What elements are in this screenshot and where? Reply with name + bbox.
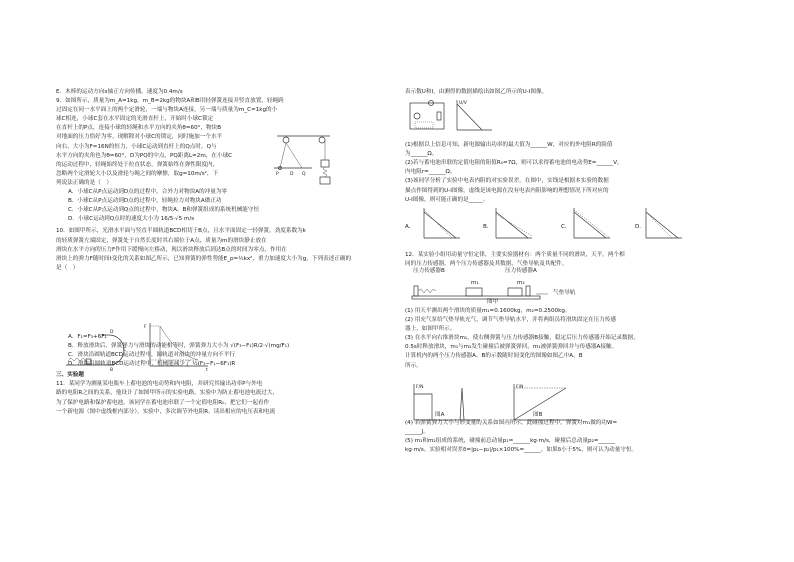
question-12: 12．某实验小组用动量守恒定律，主要实验器材有：两个质量不同的滑块，天平，两个相 同的压力传感器，两个压力传感器及其数据，气垫导轨及其配件。 bbox=[405, 251, 625, 267]
q10-force-graph bbox=[142, 320, 212, 372]
q12-rail-figure bbox=[410, 282, 550, 302]
graph-option-b: B． bbox=[483, 223, 493, 230]
q9-option-b: B．小球C从P点运动到D点的过程中，轻绳拉力对物块A做正功 bbox=[68, 198, 222, 205]
svg-text:F/N: F/N bbox=[416, 385, 424, 390]
svg-text:D: D bbox=[290, 172, 294, 177]
fig-a-label: 图A bbox=[435, 411, 445, 418]
svg-text:P: P bbox=[276, 172, 279, 177]
m1-label: m₁ bbox=[471, 279, 479, 286]
svg-text:C: C bbox=[123, 348, 127, 353]
q8-option-e: E．木棒的运动方向x轴正方向传播，速度为0.4m/s bbox=[56, 89, 183, 95]
svg-text:U/V: U/V bbox=[459, 101, 467, 106]
q11-ui-graph bbox=[452, 98, 494, 134]
question-9: 9．如图所示，质量为m_A=1kg，m_B=2kg的物块A和B用轻弹簧连接并竖直放置，轻绳跨 过固定在同一水平面上的两个定滑轮，一端与物块A连接，另一端与质量为m_C=1kg的小 球C相连，小球C套在水平固定的光滑直杆上，开始时小球C锁定 在直杆上的P点，连接小球的轻绳和水平方向的夹角θ=60°，物块B 对地面的压力恰好为零。现解除对小球C的锁定，同时施加一个水平 向右、大小为F=16N的恒力，小球C运动到直杆上的Q点时，Q与 水平方向的夹角也为θ=60°，D为PQ的中点，PQ距离L=2m，在小球C 的运动过程中，轻绳始终处于拉直状态，弹簧始终在弹性限度内， 忽略两个定滑轮大小以及滑轮与绳之间的摩擦，取g=10m/s²，下 列说法正确的是（ ） bbox=[56, 98, 284, 186]
svg-text:t: t bbox=[206, 368, 208, 372]
q10-option-d: D．滑块沿圆轨道BCD运动过程中，机械能减少了 ½(F₃−F₁−6F₁)R bbox=[68, 361, 236, 368]
svg-text:F: F bbox=[144, 325, 147, 330]
svg-text:Q: Q bbox=[302, 172, 306, 177]
svg-text:D: D bbox=[110, 330, 114, 335]
question-10: 10．如图甲所示，光滑水平面与竖直半圆轨道BCD相切于B点，且水平面固定一轻弹簧，劲度系数为k 的轻质弹簧左端固定，弹簧处于自然长度时其右端位于A点，质量为m的滑块静止放在 滑块在水平方向的压力F作用下缓慢向左移动，现以滑块释放后到达B点的时间为零点，作用在 滑块上的弹力F随时间t变化的关系如图乙所示，已知弹簧的弹性势能E_p=½kx²，重力加速度大小为g，下列表述正确的 是（ ） bbox=[56, 228, 352, 271]
graph-option-d: D． bbox=[635, 223, 645, 230]
q10-option-c: C．滑块沿圆轨道BCD运动过程中，圆轨道对滑块的冲量方向不平行 bbox=[68, 352, 235, 359]
q12-force-time-graphs bbox=[410, 382, 590, 426]
question-11: 11．某同学为测量某电瓶车上蓄电池的电动势和内电阻，并研究其输出功率P与外电 路的电阻R之间的关系，他设计了如图甲所示的实验电路，实验中为防止蓄电池电流过大， 为了保护电路和保护蓄电池，该同学在蓄电池串联了一个定值电阻R₀，把它们一起看作 一个新电源（图中虚线框内部分）。实验中，多次调节外电阻R，读出相应的电压表和电流 bbox=[56, 381, 279, 415]
q10-figure-space bbox=[56, 273, 393, 333]
q10-option-b: B．释放滑块后，弹簧弹力与滑块的动能相等时，弹簧弹力大小为 √(F₃−F₁)R/2·√(mg/F₁) bbox=[68, 342, 290, 349]
graph-option-a: A． bbox=[405, 223, 415, 230]
section-title: 三、实验题 bbox=[56, 372, 84, 379]
sensor-b-label: 压力传感器B bbox=[413, 267, 445, 274]
q9-pulley-figure bbox=[272, 128, 332, 188]
q9-option-d: D．小球C运动到Q点时的速度大小为 16/5·√5 m/s bbox=[68, 216, 195, 223]
q10-track-figure bbox=[64, 327, 134, 372]
svg-text:B: B bbox=[110, 368, 114, 372]
m2-label: m₂ bbox=[517, 279, 525, 286]
q11-circuit-figure bbox=[407, 100, 447, 132]
q9-option-a: A．小球C从P点运动到D点的过程中，合外力对物块A的冲量为零 bbox=[68, 189, 228, 196]
q11-option-graphs bbox=[420, 206, 690, 242]
graph-option-c: C． bbox=[561, 223, 571, 230]
q12-steps: (1) 用天平测出两个滑块的质量m₁=0.1600kg，m₂=0.2500kg。 (2) 用充气泵给气垫导轨充气，调节气垫导轨水平，并将两组员将滑块固定在压力传感 器上，如图甲所示。 (3) 在水平向右推滑块m₁，使右侧弹簧与压力传感器B接触，稳定后压力传感器开始记录数据， 0.5s时释放滑块，m₁与m₂发生碰撞后被弹簧弹回，m₁被弹簧弹回并与传感器A接触。 计算机内的两个压力传感器A、B的示数随时间变化的图像如图乙中A、B 所示。 bbox=[405, 307, 639, 369]
svg-text:F/N: F/N bbox=[516, 385, 524, 390]
q10-option-a: A．F₁=F₃+6F₁ bbox=[68, 333, 107, 340]
rail-label: 气垫导轨 bbox=[553, 289, 576, 296]
q11-continued: 表示数U和I，由测得的数据描绘出如图乙所示的U-I图像。 (1)根据以上信息可知，新电源输出功率的最大值为______W，对应的外电阻R的阻值 为______Ω。 (2)若与蓄电池串联的定值电阻的阻值R₀=7Ω，则可以求得蓄电池的电动势E=______V， 内电阻r=______Ω。 (3)该同学分析了实验中电表内阻的对实验误差。在图中，实线是根据本实验的数据 描点作图得到的U-I图像，虚线是该电源在没有电表内阻影响的理想情况下所对应的 U-I图像，则可能正确的是_____。 bbox=[405, 89, 623, 203]
q12-end: (4) 若弹簧弹力大小与形变量的关系如图丙所示，此碰撞过程中，弹簧对m₁做的功W= ______J。 (5) m₁和m₂组成的系统，碰撞前总动量p₁=______kg·m/s，碰撞后总动量p₂=______ kg·m/s。实验相对误差δ=|p₁−p₂|/p₁×100%=______，如果δ小于5%，则可认为动量守恒。 bbox=[405, 419, 638, 453]
fig-jia-label: 图甲 bbox=[487, 298, 499, 305]
fig-b-label: 图B bbox=[533, 411, 543, 418]
q9-option-c: C．小球C从P点运动到Q点的过程中，物块A、B和弹簧组成的系统机械能守恒 bbox=[68, 207, 260, 214]
sensor-a-label: 压力传感器A bbox=[505, 267, 537, 274]
